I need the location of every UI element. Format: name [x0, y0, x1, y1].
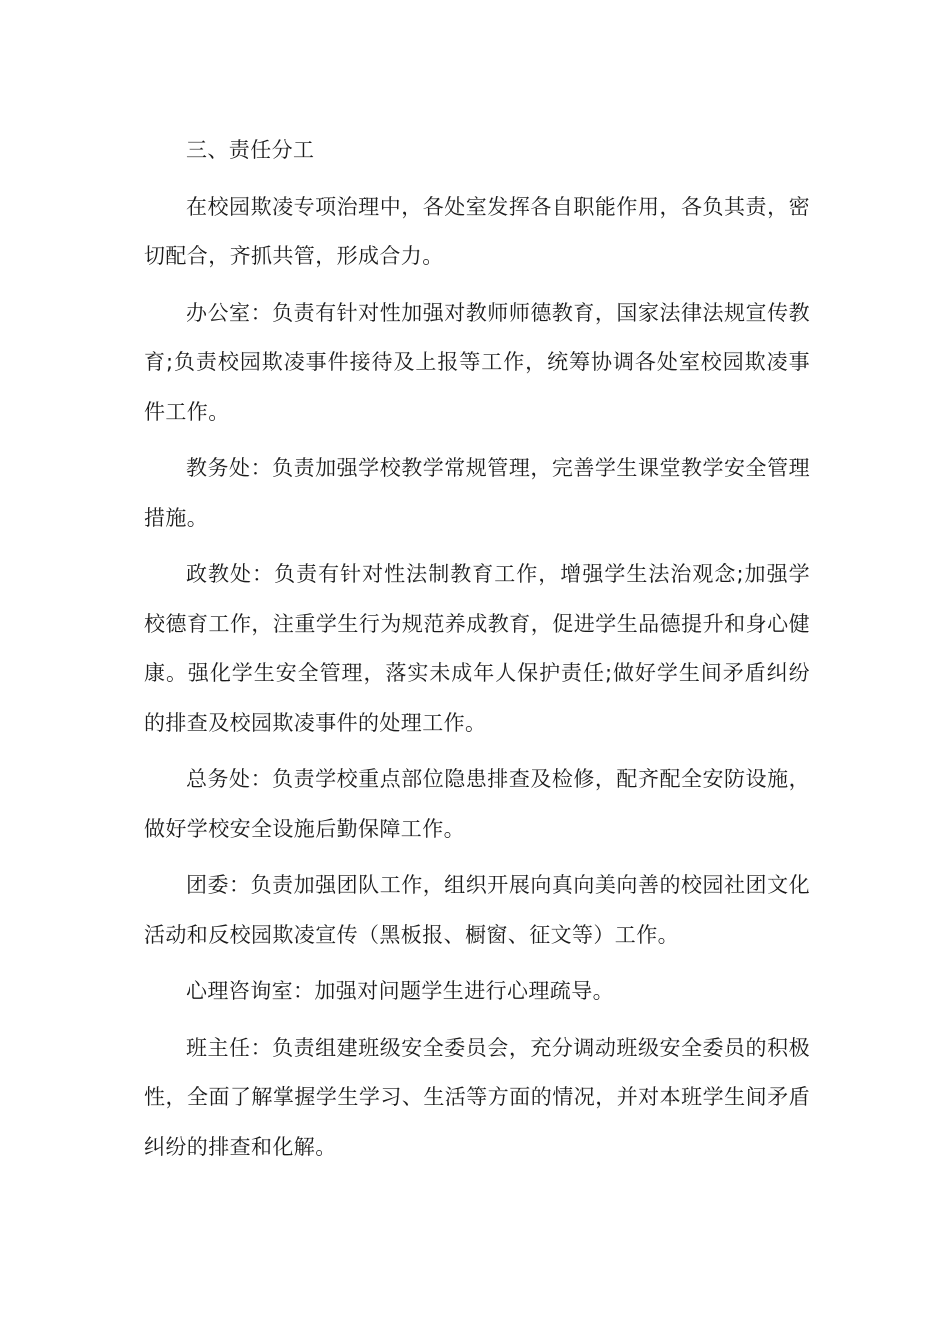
document-body	[144, 126, 810, 1179]
paragraph-youth-league: 团委：负责加强团队工作，组织开展向真向美向善的校园社团文化活动和反校园欺凌宣传（黑板报、橱窗、征文等）工作。	[144, 873, 810, 947]
paragraph-counseling-room: 心理咨询室：加强对问题学生进行心理疏导。	[186, 979, 614, 1003]
paragraph-academic-affairs: 教务处：负责加强学校教学常规管理，完善学生课堂教学安全管理措施。	[144, 456, 810, 530]
paragraph-class-teacher: 班主任：负责组建班级安全委员会，充分调动班级安全委员的积极性，全面了解掌握学生学习、生活等方面的情况，并对本班学生间矛盾纠纷的排查和化解。	[144, 1035, 810, 1159]
section-heading: 三、责任分工	[186, 138, 315, 162]
paragraph-office: 办公室：负责有针对性加强对教师师德教育，国家法律法规宣传教育;负责校园欺凌事件接待及上报等工作，统筹协调各处室校园欺凌事件工作。	[144, 300, 810, 424]
paragraph-political-education: 政教处：负责有针对性法制教育工作，增强学生法治观念;加强学校德育工作，注重学生行为规范养成教育，促进学生品德提升和身心健康。强化学生安全管理，落实未成年人保护责任;做好学生间矛盾纠纷的排查及校园欺凌事件的处理工作。	[144, 562, 810, 735]
paragraph-intro: 在校园欺凌专项治理中，各处室发挥各自职能作用，各负其责，密切配合，齐抓共管，形成合力。	[144, 194, 810, 268]
paragraph-general-affairs: 总务处：负责学校重点部位隐患排查及检修，配齐配全安防设施，做好学校安全设施后勤保障工作。	[144, 767, 810, 841]
